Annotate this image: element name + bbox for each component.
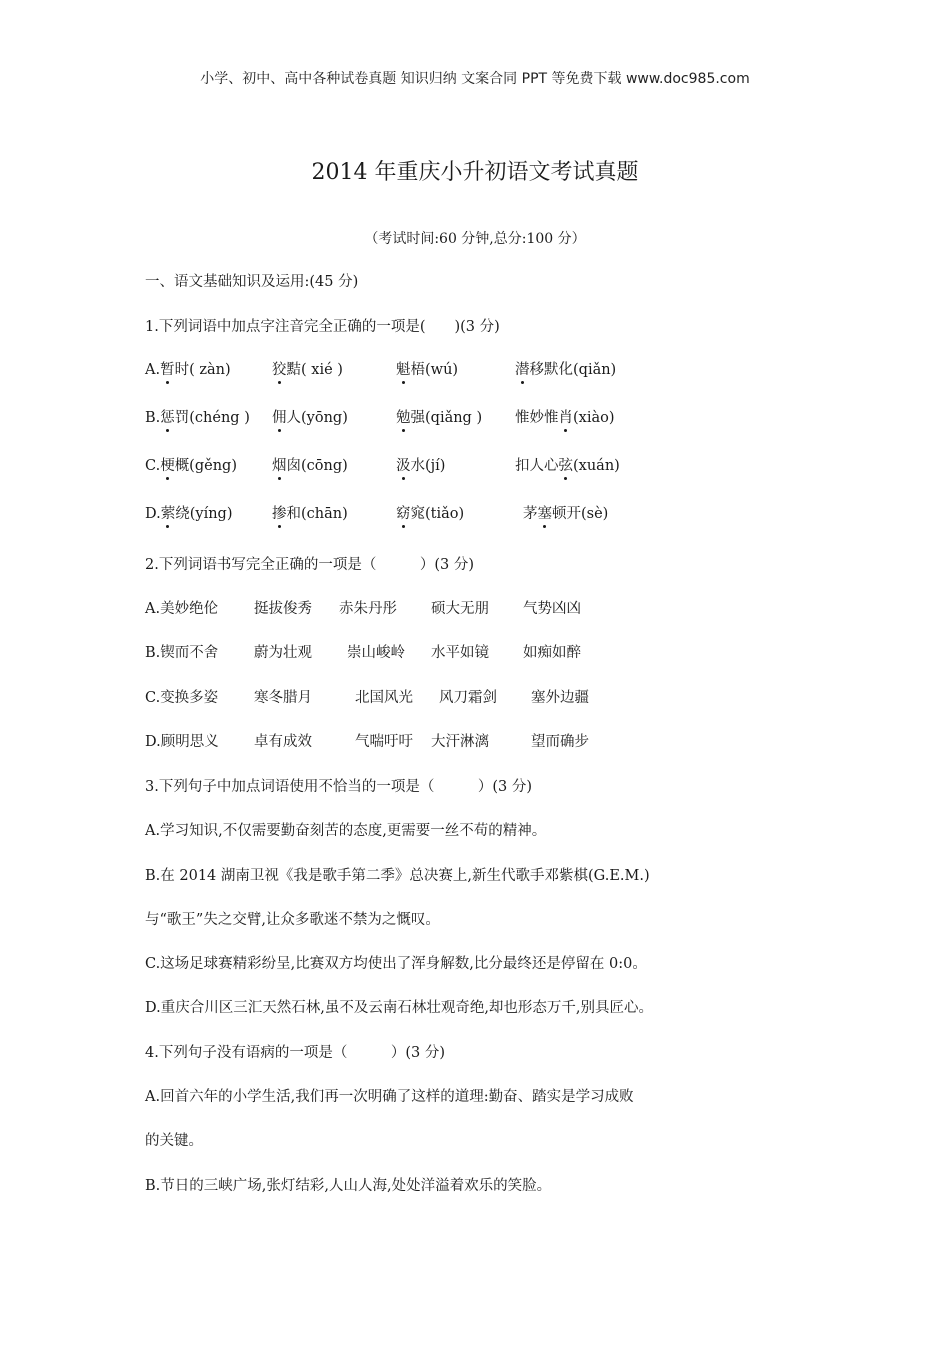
emphasis-char: 潜 bbox=[515, 358, 530, 379]
section-heading: 一、语文基础知识及运用:(45 分) bbox=[145, 274, 359, 290]
q4-option-a-line2: 的关键。 bbox=[145, 1133, 203, 1149]
question-2-stem: 2.下列词语书写完全正确的一项是（ ）(3 分) bbox=[145, 557, 474, 573]
emphasis-char: 弦 bbox=[559, 454, 574, 475]
emphasis-char: 梗 bbox=[160, 454, 175, 475]
q2-option-d: D.顾明思义 卓有成效 气喘吁吁 大汗淋漓 望而确步 bbox=[145, 734, 589, 750]
q2-option-b: B.锲而不舍 蔚为壮观 崇山峻岭 水平如镜 如痴如醉 bbox=[145, 645, 581, 661]
emphasis-char: 肖 bbox=[559, 406, 574, 427]
q1-option-b: B.惩罚(chéng ) 佣人(yōng) 勉强(qiǎng ) 惟妙惟肖(xiào) bbox=[145, 406, 845, 430]
emphasis-char: 掺 bbox=[272, 502, 287, 523]
emphasis-char: 萦 bbox=[161, 502, 176, 523]
question-3-stem: 3.下列句子中加点词语使用不恰当的一项是（ ）(3 分) bbox=[145, 779, 532, 795]
question-4-stem: 4.下列句子没有语病的一项是（ ）(3 分) bbox=[145, 1045, 445, 1061]
emphasis-char: 暂 bbox=[160, 358, 175, 379]
q2-option-c: C.变换多姿 寒冬腊月 北国风光 风刀霜剑 塞外边疆 bbox=[145, 690, 589, 706]
q4-option-a-line1: A.回首六年的小学生活,我们再一次明确了这样的道理:勤奋、踏实是学习成败 bbox=[145, 1089, 634, 1105]
emphasis-char: 塞 bbox=[538, 502, 553, 523]
emphasis-char: 魁 bbox=[396, 358, 411, 379]
question-1-stem: 1.下列词语中加点字注音完全正确的一项是( )(3 分) bbox=[145, 319, 500, 335]
emphasis-char: 佣 bbox=[272, 406, 287, 427]
emphasis-char: 狡 bbox=[272, 358, 287, 379]
q2-option-a: A.美妙绝伦 挺拔俊秀 赤朱丹彤 硕大无朋 气势凶凶 bbox=[145, 601, 581, 617]
q3-option-a: A.学习知识,不仅需要勤奋刻苦的态度,更需要一丝不苟的精神。 bbox=[145, 823, 547, 839]
exam-info: （考试时间:60 分钟,总分:100 分） bbox=[364, 231, 586, 247]
q4-option-b: B.节日的三峡广场,张灯结彩,人山人海,处处洋溢着欢乐的笑脸。 bbox=[145, 1178, 552, 1194]
q1-option-a: A.暂时( zàn) 狡黠( xié ) 魁梧(wú) 潜移默化(qiǎn) bbox=[145, 358, 845, 382]
emphasis-char: 烟 bbox=[272, 454, 287, 475]
q3-option-c: C.这场足球赛精彩纷呈,比赛双方均使出了浑身解数,比分最终还是停留在 0:0。 bbox=[145, 956, 647, 972]
q3-option-d: D.重庆合川区三汇天然石林,虽不及云南石林壮观奇绝,却也形态万千,别具匠心。 bbox=[145, 1000, 654, 1016]
q1-option-c: C.梗概(gěng) 烟囱(cōng) 汲水(jí) 扣人心弦(xuán) bbox=[145, 454, 845, 478]
q3-option-b-line2: 与“歌王”失之交臂,让众多歌迷不禁为之慨叹。 bbox=[145, 912, 440, 928]
emphasis-char: 勉 bbox=[396, 406, 411, 427]
q3-option-b-line1: B.在 2014 湖南卫视《我是歌手第二季》总决赛上,新生代歌手邓紫棋(G.E.M.) bbox=[145, 868, 650, 884]
page-header: 小学、初中、高中各种试卷真题 知识归纳 文案合同 PPT 等免费下载 www.doc985.com bbox=[200, 71, 750, 87]
page-title: 2014 年重庆小升初语文考试真题 bbox=[311, 160, 639, 185]
emphasis-char: 惩 bbox=[160, 406, 175, 427]
emphasis-char: 窈 bbox=[396, 502, 411, 523]
emphasis-char: 汲 bbox=[396, 454, 411, 475]
q1-option-d: D.萦绕(yíng) 掺和(chān) 窈窕(tiǎo) 茅塞顿开(sè) bbox=[145, 502, 845, 526]
